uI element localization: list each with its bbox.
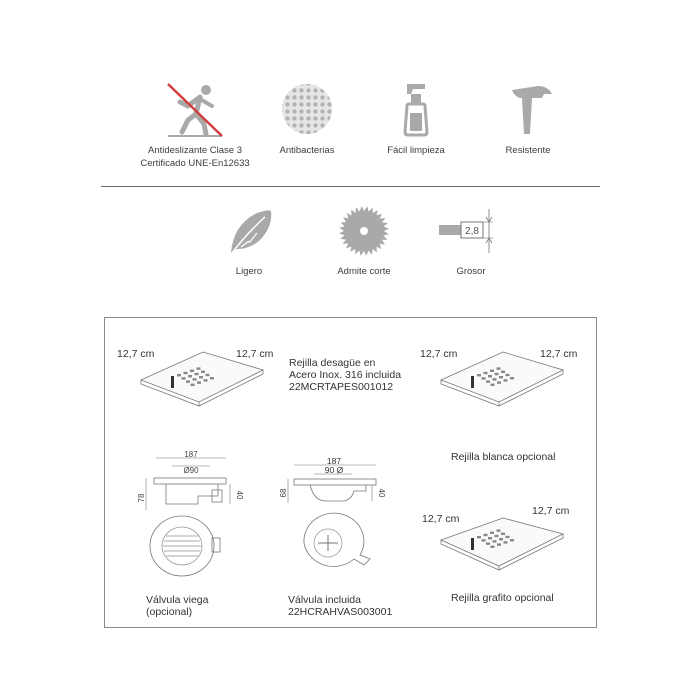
thickness-icon (431, 203, 511, 259)
grille-main-desc-2: Acero Inox. 316 incluida (289, 369, 402, 381)
feature-antibacterial-label: Antibacterias (279, 145, 335, 156)
grille-main-length: 12,7 cm (236, 348, 274, 360)
valve-old-drawing (136, 448, 246, 583)
grille-graphite-length: 12,7 cm (532, 505, 570, 517)
antibacterial-icon (277, 80, 337, 138)
valve-old-dim-outlet: 40 (235, 490, 244, 500)
valve-old-caption-1: Válvula viega (146, 594, 209, 606)
grille-main-code: 22MCRTAPES001012 (289, 381, 394, 393)
cleaning-spray-icon (391, 80, 441, 138)
valve-included-dim-diameter: 90 Ø (324, 465, 344, 475)
saw-blade-icon (334, 203, 394, 259)
valve-included-dim-width: 187 (326, 456, 342, 466)
feature-cuttable-label: Admite corte (337, 266, 391, 277)
feature-thickness-label: Grosor (456, 266, 486, 277)
valve-included-drawing (280, 455, 390, 585)
thickness-value: 2,8 (465, 226, 479, 237)
feature-anti-slip (130, 80, 260, 170)
valve-old-caption-2: (opcional) (146, 606, 193, 618)
valve-old-dim-width: 187 (184, 450, 198, 459)
feather-icon (219, 203, 279, 259)
feature-easy-clean-label: Fácil limpieza (387, 145, 445, 156)
feature-thickness (406, 203, 536, 278)
grille-graphite-caption: Rejilla grafito opcional (451, 592, 554, 604)
grille-graphite-width: 12,7 cm (422, 513, 460, 525)
valve-included-code: 22HCRAHVAS003001 (288, 606, 393, 618)
feature-anti-slip-label: Antideslizante Clase 3 Certificado UNE-En12633 (140, 145, 250, 169)
grille-white-caption: Rejilla blanca opcional (451, 451, 556, 463)
feature-resistant (463, 80, 593, 157)
hammer-icon (498, 80, 558, 138)
feature-easy-clean (351, 80, 481, 157)
valve-old-dim-height: 78 (137, 493, 146, 503)
grille-white-length: 12,7 cm (540, 348, 578, 360)
grille-white-width: 12,7 cm (420, 348, 458, 360)
feature-light-label: Ligero (235, 266, 263, 277)
valve-old-dim-diameter: Ø90 (183, 466, 199, 475)
grille-main-desc-1: Rejilla desagüe en (289, 357, 376, 369)
divider (101, 186, 600, 187)
anti-slip-icon (160, 80, 230, 138)
feature-light (184, 203, 314, 278)
grille-main-width: 12,7 cm (117, 348, 155, 360)
valve-included-dim-outlet: 40 (377, 488, 386, 498)
valve-included-caption-1: Válvula incluida (288, 594, 361, 606)
valve-included-dim-height: 68 (279, 488, 288, 498)
feature-resistant-label: Resistente (505, 145, 551, 156)
